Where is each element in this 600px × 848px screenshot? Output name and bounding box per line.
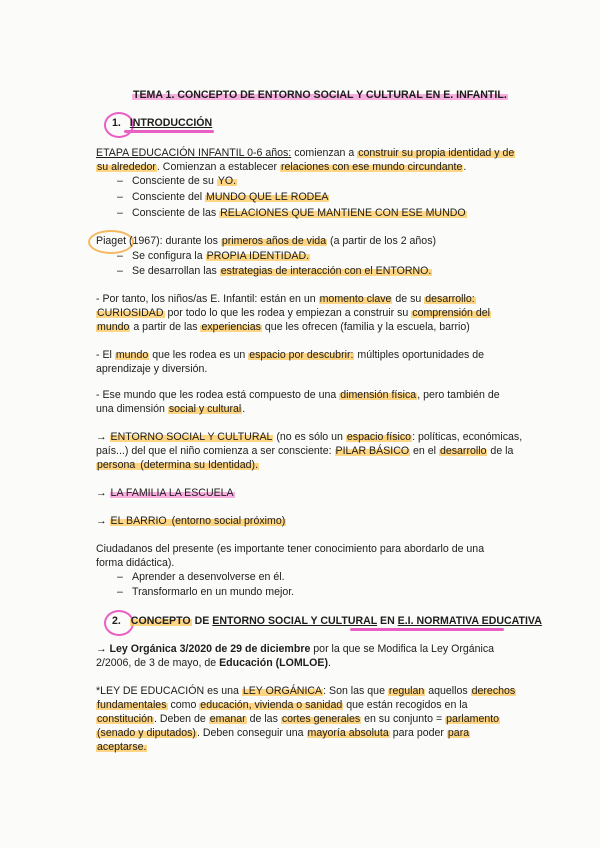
ley-line-1: → Ley Orgánica 3/2020 de 29 de diciembre por la que se Modifica la Ley Orgánica bbox=[96, 643, 495, 655]
etapa-line-2: su alrededor. Comienzan a establecer relaciones con ese mundo circundante. bbox=[97, 161, 467, 173]
section2-heading: 2. CONCEPTO DE ENTORNO SOCIAL Y CULTURAL EN E.I. NORMATIVA EDUCATIVA bbox=[112, 615, 542, 627]
list-item: Aprender a desenvolverse en él. bbox=[132, 571, 285, 583]
document-page: TEMA 1. CONCEPTO DE ENTORNO SOCIAL Y CULTURAL EN E. INFANTIL. 1. INTRODUCCIÓN ETAPA EDUCACIÓN INFANTIL 0-6 años: comienzan a construir su propia identidad y de su alrededor. Comienzan a establecer relaciones con ese mundo circundante. – Consciente de su YO. – Consciente del MUNDO QUE LE RODEA – Consciente de las RELACIONES QUE MANTIENE CON ESE MUNDO Piaget (1967): durante los primeros años de vida (a partir de los 2 años) – Se configura la PROPIA IDENTIDAD. – Se desarrollan las estrategias de interacción con el ENTORNO. - Por tanto, los niños/as E. Infantil: están en un momento clave de su desarrollo: CURIOSIDAD por todo lo que les rodea y empiezan a construir su comprensión del mundo a partir de las experiencias que les ofrecen (familia y la escuela, barrio) - El mundo que les rodea es un espacio por descubrir: múltiples oportunidades de aprendizaje y diversión. - Ese mundo que les rodea está compuesto de una dimensión física, pero también de una dimensión social y cultural. → ENTORNO SOCIAL Y CULTURAL (no es sólo un espacio físico: políticas, económicas, país...) del que el niño comienza a ser consciente: PILAR BÁSICO en el desarrollo de la persona (determina su Identidad). → LA FAMILIA LA ESCUELA → EL BARRIO (entorno social próximo) Ciudadanos del presente (es importante tener conocimiento para abordarlo de una forma didáctica). – Aprender a desenvolverse en él. – Transformarlo en un mundo mejor. 2. CONCEPTO DE ENTORNO SOCIAL Y CULTURAL EN E.I. NORMATIVA EDUCATIVA → Ley Orgánica 3/2020 de 29 de diciembre por la que se Modifica la Ley Orgánica 2/2006, de 3 de mayo, de Educación (LOMLOE). *LEY DE EDUCACIÓN es una LEY ORGÁNICA: Son las que regulan aquellos derechos fundamentales como educación, vivienda o sanidad que están recogidos en la constitución. Deben de emanar de las cortes generales en su conjunto = parlamento (senado y diputados). Deben conseguir una mayoría absoluta para poder para aceptarse. bbox=[0, 0, 600, 848]
paragraph-1-line-1: - Por tanto, los niños/as E. Infantil: están en un momento clave de su desarrollo: bbox=[96, 293, 475, 305]
section1-number: 1. bbox=[112, 117, 121, 129]
list-item: Se configura la PROPIA IDENTIDAD. bbox=[132, 250, 310, 262]
section1-label: INTRODUCCIÓN bbox=[129, 117, 213, 129]
title-text: TEMA 1. CONCEPTO DE ENTORNO SOCIAL Y CULTURAL EN E. INFANTIL. bbox=[133, 89, 507, 101]
etapa-line-1: ETAPA EDUCACIÓN INFANTIL 0-6 años: comienzan a construir su propia identidad y de bbox=[96, 147, 515, 159]
paragraph-5-line-2: fundamentales como educación, vivienda o sanidad que están recogidos en la bbox=[97, 699, 468, 711]
barrio-line: → EL BARRIO (entorno social próximo) bbox=[96, 515, 286, 527]
ciudadanos-line-1: Ciudadanos del presente (es importante tener conocimiento para abordarlo de una bbox=[96, 543, 485, 555]
section1-heading bbox=[112, 116, 212, 130]
paragraph-1-line-3: mundo a partir de las experiencias que les ofrecen (familia y la escuela, barrio) bbox=[97, 321, 470, 333]
paragraph-4-line-3: persona (determina su Identidad). bbox=[97, 459, 259, 471]
section1-underline bbox=[124, 130, 214, 133]
paragraph-5-line-3: constitución. Deben de emanar de las cortes generales en su conjunto = parlamento bbox=[97, 713, 500, 725]
paragraph-3-line-2: una dimensión social y cultural. bbox=[96, 403, 246, 415]
list-item: Transformarlo en un mundo mejor. bbox=[132, 586, 295, 598]
section2-number: 2. bbox=[112, 615, 121, 627]
familia-line: → LA FAMILIA LA ESCUELA bbox=[96, 487, 234, 499]
paragraph-2-line-1: - El mundo que les rodea es un espacio por descubrir: múltiples oportunidades de bbox=[96, 349, 484, 361]
section2-underline bbox=[350, 628, 504, 631]
list-item: Consciente del MUNDO QUE LE RODEA bbox=[132, 191, 329, 203]
list-item: Consciente de su YO. bbox=[132, 175, 237, 187]
paragraph-5-line-4: (senado y diputados). Deben conseguir una mayoría absoluta para poder para bbox=[97, 727, 470, 739]
paragraph-1-line-2: CURIOSIDAD por todo lo que les rodea y empiezan a construir su comprensión del bbox=[97, 307, 490, 319]
list-item: Consciente de las RELACIONES QUE MANTIENE CON ESE MUNDO bbox=[132, 207, 466, 219]
paragraph-5-line-5: aceptarse. bbox=[97, 741, 147, 753]
paragraph-5-line-1: *LEY DE EDUCACIÓN es una LEY ORGÁNICA: Son las que regulan aquellos derechos bbox=[96, 685, 516, 697]
ciudadanos-line-2: forma didáctica). bbox=[96, 557, 175, 569]
ley-line-2: 2/2006, de 3 de mayo, de Educación (LOMLOE). bbox=[96, 657, 331, 669]
document-title bbox=[132, 88, 508, 102]
piaget-line: Piaget (1967): durante los primeros años de vida (a partir de los 2 años) bbox=[96, 235, 437, 247]
paragraph-4-line-2: país...) del que el niño comienza a ser consciente: PILAR BÁSICO en el desarrollo de la bbox=[96, 445, 514, 457]
paragraph-3-line-1: - Ese mundo que les rodea está compuesto de una dimensión física, pero también de bbox=[96, 389, 500, 401]
paragraph-2-line-2: aprendizaje y diversión. bbox=[96, 363, 208, 375]
paragraph-4-line-1: → ENTORNO SOCIAL Y CULTURAL (no es sólo un espacio físico: políticas, económicas, bbox=[96, 431, 523, 443]
list-item: Se desarrollan las estrategias de interacción con el ENTORNO. bbox=[132, 265, 432, 277]
